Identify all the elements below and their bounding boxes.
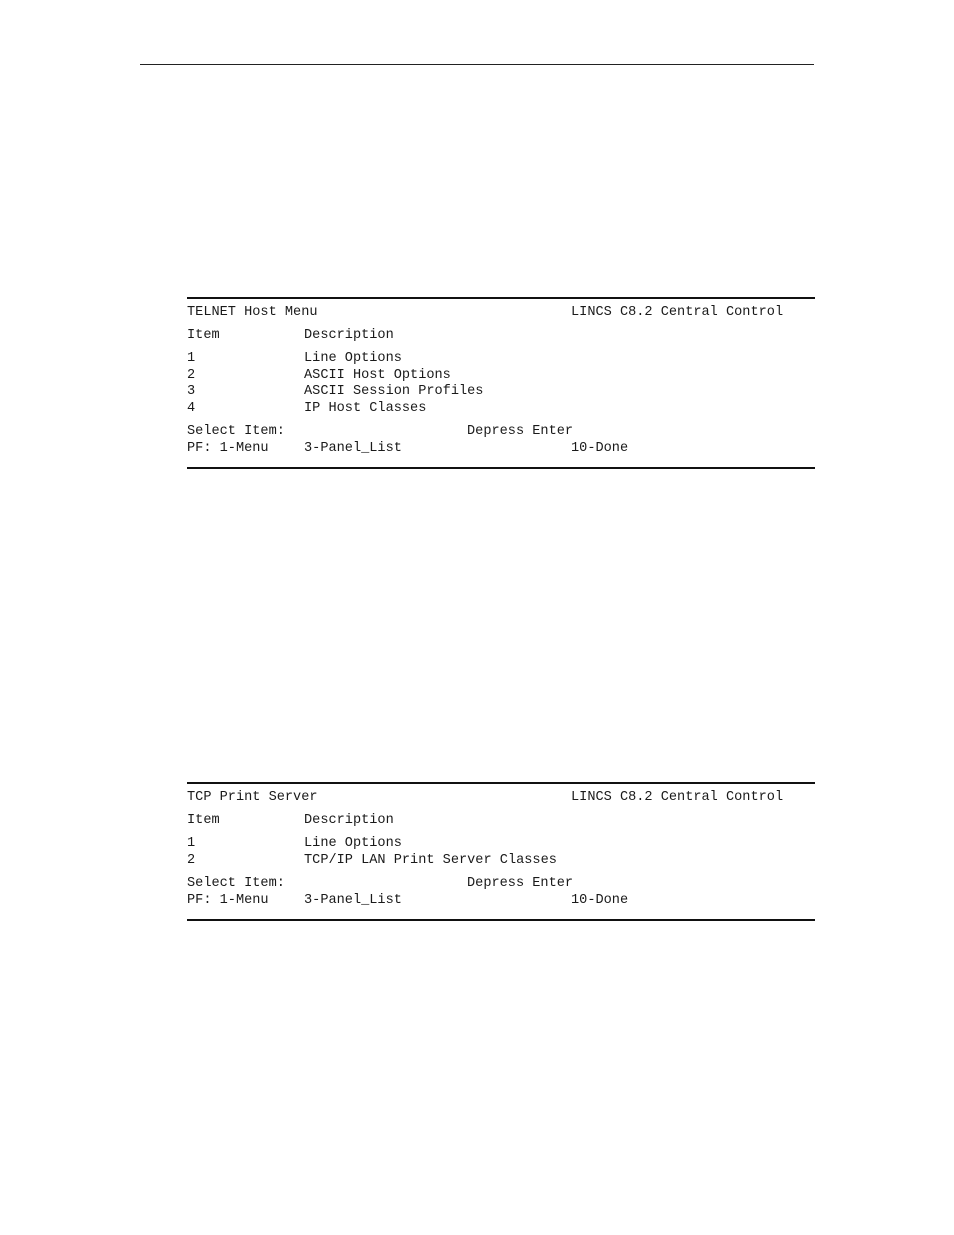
pf-panel-list-key[interactable]: 3-Panel_List	[304, 893, 402, 908]
description-column-header: Description	[304, 813, 394, 828]
tcp-print-server-panel	[187, 782, 815, 921]
depress-enter-hint: Depress Enter	[467, 424, 574, 439]
menu-item-label: ASCII Session Profiles	[304, 384, 484, 399]
panel-title: TELNET Host Menu	[187, 305, 318, 320]
description-column-header: Description	[304, 328, 394, 343]
menu-item-label: IP Host Classes	[304, 401, 427, 416]
depress-enter-hint: Depress Enter	[467, 876, 574, 891]
panel-title: TCP Print Server	[187, 790, 318, 805]
column-header-row	[187, 812, 815, 829]
column-header-row	[187, 327, 815, 344]
menu-item-label: Line Options	[304, 351, 402, 366]
menu-item-label: ASCII Host Options	[304, 368, 451, 383]
pf-panel-list-key[interactable]: 3-Panel_List	[304, 441, 402, 456]
pf-done-key[interactable]: 10-Done	[571, 893, 629, 908]
menu-item-number: 1	[187, 836, 196, 851]
pf-keys-row	[187, 440, 815, 457]
pf-menu-key[interactable]: PF: 1-Menu	[187, 441, 269, 456]
menu-item-ascii-host-options[interactable]	[187, 367, 815, 384]
menu-item-number: 1	[187, 351, 196, 366]
menu-item-number: 2	[187, 368, 196, 383]
pf-done-key[interactable]: 10-Done	[571, 441, 629, 456]
menu-item-number: 3	[187, 384, 196, 399]
menu-item-label: Line Options	[304, 836, 402, 851]
pf-keys-row	[187, 892, 815, 909]
menu-item-line-options[interactable]	[187, 350, 815, 367]
pf-menu-key[interactable]: PF: 1-Menu	[187, 893, 269, 908]
menu-item-ascii-session-profiles[interactable]	[187, 383, 815, 400]
telnet-host-menu-panel	[187, 297, 815, 469]
menu-item-number: 4	[187, 401, 196, 416]
system-label: LINCS C8.2 Central Control	[571, 790, 784, 805]
select-item-row	[187, 423, 815, 440]
menu-item-number: 2	[187, 853, 196, 868]
item-column-header: Item	[187, 813, 220, 828]
panel-title-row	[187, 789, 815, 806]
item-column-header: Item	[187, 328, 220, 343]
menu-item-ip-host-classes[interactable]	[187, 400, 815, 417]
select-item-field[interactable]: Select Item:	[187, 876, 285, 891]
select-item-row	[187, 875, 815, 892]
page-header-rule	[140, 64, 814, 65]
menu-item-line-options[interactable]	[187, 835, 815, 852]
system-label: LINCS C8.2 Central Control	[571, 305, 784, 320]
panel-title-row	[187, 304, 815, 321]
menu-item-print-server-classes[interactable]	[187, 852, 815, 869]
select-item-field[interactable]: Select Item:	[187, 424, 285, 439]
menu-item-label: TCP/IP LAN Print Server Classes	[304, 853, 557, 868]
